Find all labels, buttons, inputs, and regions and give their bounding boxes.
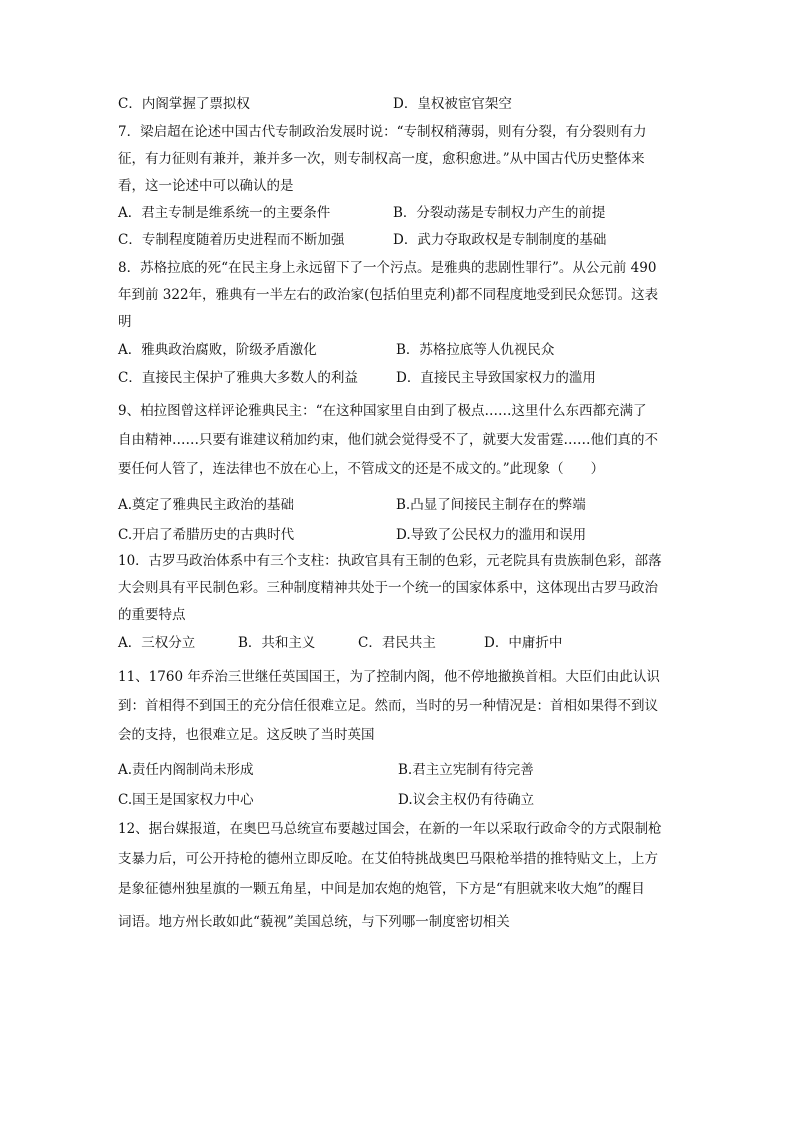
q9-option-d: D.导致了公民权力的滥用和误用 xyxy=(396,527,587,543)
q7-option-d: D．武力夺取政权是专制制度的基础 xyxy=(393,232,607,248)
q9-option-c: C.开启了希腊历史的古典时代 xyxy=(118,527,295,543)
q10-stem-line-2: 大会则具有平民制色彩。三种制度精神共处于一个统一的国家体系中，这体现出古罗马政治 xyxy=(118,580,658,596)
q11-option-a: A.责任内阁制尚未形成 xyxy=(118,762,254,778)
q12-stem-line-1: 12、据台媒报道，在奥巴马总统宣布要越过国会，在新的一年以采取行政命令的方式限制枪 xyxy=(118,821,662,837)
q8-stem-line-3: 明 xyxy=(118,314,132,330)
q10-option-d: D．中庸折中 xyxy=(484,635,563,651)
q8-option-c: C．直接民主保护了雅典大多数人的利益 xyxy=(118,370,358,386)
q7-option-a: A．君主专制是维系统一的主要条件 xyxy=(118,205,331,221)
q8-stem-line-1: 8．苏格拉底的死“在民主身上永远留下了一个污点。是雅典的悲剧性罪行”。从公元前 490 xyxy=(118,260,657,276)
q9-option-a: A.奠定了雅典民主政治的基础 xyxy=(118,497,295,513)
q12-stem-line-3: 是象征德州独星旗的一颗五角星，中间是加农炮的炮管，下方是“有胆就来收大炮”的醒目 xyxy=(118,881,645,897)
q11-option-d: D.议会主权仍有待确立 xyxy=(398,792,535,808)
q6-option-d: D．皇权被宦官架空 xyxy=(393,96,512,112)
q10-stem-line-3: 的重要特点 xyxy=(118,607,186,623)
q12-stem-line-4: 词语。地方州长敢如此“藐视”美国总统，与下列哪一制度密切相关 xyxy=(118,914,510,930)
q11-stem-line-2: 到：首相得不到国王的充分信任很难立足。然而，当时的另一种情况是：首相如果得不到议 xyxy=(118,698,658,714)
q10-stem-line-1: 10．古罗马政治体系中有三个支柱：执政官具有王制的色彩，元老院具有贵族制色彩，部落 xyxy=(118,553,662,569)
q9-option-b: B.凸显了间接民主制存在的弊端 xyxy=(396,497,586,513)
q8-stem-line-2: 年到前 322年，雅典有一半左右的政治家(包括伯里克利)都不同程度地受到民众惩罚。这表 xyxy=(118,287,659,303)
q8-option-b: B．苏格拉底等人仇视民众 xyxy=(396,342,555,358)
q10-option-c: C．君民共主 xyxy=(358,635,436,651)
q11-stem-line-3: 会的支持，也很难立足。这反映了当时英国 xyxy=(118,727,375,743)
q9-stem-line-2: 自由精神……只要有谁建议稍加约束，他们就会觉得受不了，就要大发雷霆……他们真的不 xyxy=(118,432,658,448)
q11-stem-line-1: 11、1760 年乔治三世继任英国国王，为了控制内阁，他不停地撤换首相。大臣们由此认识 xyxy=(118,669,660,685)
q7-stem-line-2: 征，有力征则有兼并，兼并多一次，则专制权高一度，愈积愈进。”从中国古代历史整体来 xyxy=(118,151,645,167)
q10-option-b: B．共和主义 xyxy=(238,635,316,651)
q12-stem-line-2: 支暴力后，可公开持枪的德州立即反呛。在艾伯特挑战奥巴马限枪举措的推特贴文上，上方 xyxy=(118,851,658,867)
q7-stem-line-1: 7．梁启超在论述中国古代专制政治发展时说：“专制权稍薄弱，则有分裂，有分裂则有力 xyxy=(118,124,647,140)
q8-option-d: D．直接民主导致国家权力的滥用 xyxy=(396,370,596,386)
q7-stem-line-3: 看，这一论述中可以确认的是 xyxy=(118,178,294,194)
q7-option-c: C．专制程度随着历史进程而不断加强 xyxy=(118,232,345,248)
q7-option-b: B．分裂动荡是专制权力产生的前提 xyxy=(393,205,606,221)
q9-stem-line-1: 9、柏拉图曾这样评论雅典民主：“在这种国家里自由到了极点……这里什么东西都充满了 xyxy=(118,403,647,419)
q11-option-c: C.国王是国家权力中心 xyxy=(118,792,254,808)
q8-option-a: A．雅典政治腐败，阶级矛盾激化 xyxy=(118,342,317,358)
q11-option-b: B.君主立宪制有待完善 xyxy=(398,762,534,778)
q6-option-c: C．内阁掌握了票拟权 xyxy=(118,96,250,112)
q10-option-a: A．三权分立 xyxy=(118,635,196,651)
q9-stem-line-3: 要任何人管了，连法律也不放在心上，不管成文的还是不成文的。”此现象（ ） xyxy=(118,461,605,477)
